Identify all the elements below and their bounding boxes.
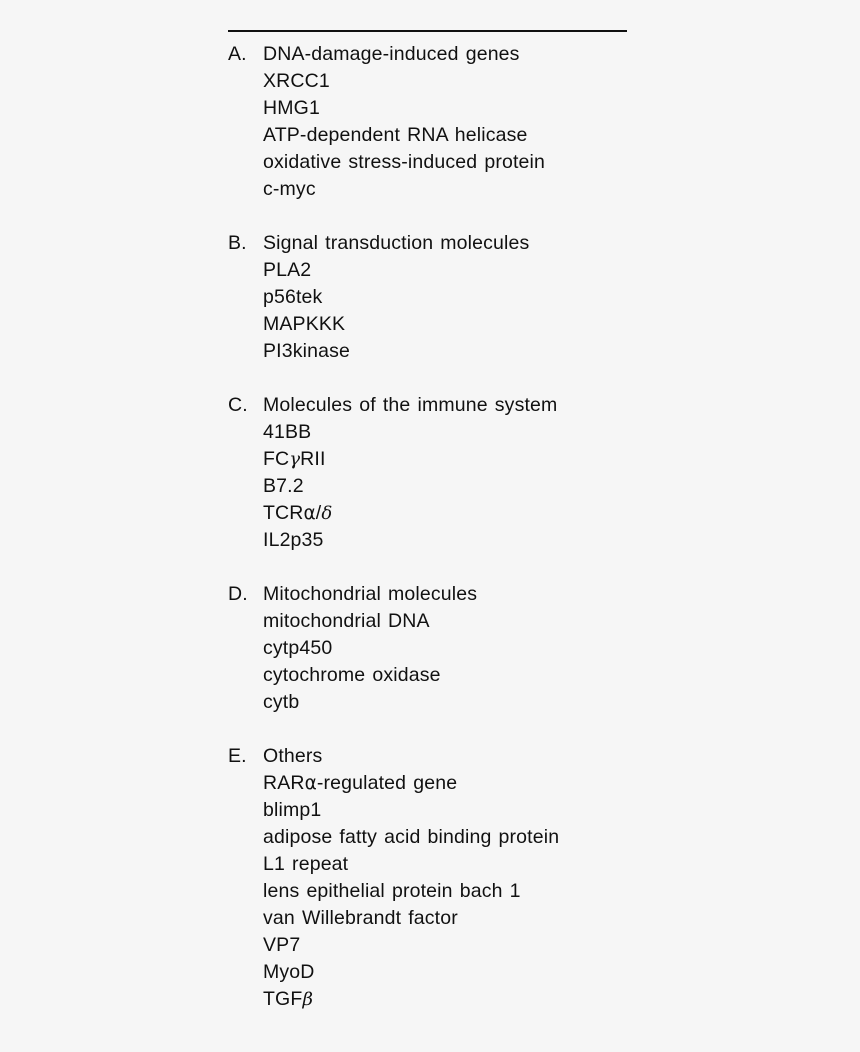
list-item: PI3kinase <box>263 340 350 362</box>
section-c-items <box>228 419 648 554</box>
list-item: p56tek <box>263 286 323 308</box>
category-list <box>228 30 648 1013</box>
section-d-heading <box>228 581 648 608</box>
section-c <box>228 392 648 554</box>
greek-letter-glyph: α <box>304 773 317 794</box>
list-item: B7.2 <box>263 475 304 497</box>
list-item: MAPKKK <box>263 313 346 335</box>
list-item: adipose fatty acid binding protein <box>263 826 560 848</box>
list-item: TGFβ <box>263 988 313 1010</box>
section-c-letter: C. <box>228 394 248 416</box>
section-e <box>228 743 648 1013</box>
section-b-title: Signal transduction molecules <box>263 232 530 254</box>
section-e-heading <box>228 743 648 770</box>
list-item: van Willebrandt factor <box>263 907 458 929</box>
section-a <box>228 41 648 203</box>
list-item: RARα-regulated gene <box>263 772 458 794</box>
section-e-items <box>228 770 648 1013</box>
list-item: lens epithelial protein bach 1 <box>263 880 521 902</box>
section-b-letter: B. <box>228 232 247 254</box>
section-d <box>228 581 648 716</box>
list-item: L1 repeat <box>263 853 349 875</box>
list-item: 41BB <box>263 421 312 443</box>
list-item: PLA2 <box>263 259 312 281</box>
section-b <box>228 230 648 365</box>
section-d-title: Mitochondrial molecules <box>263 583 478 605</box>
section-d-letter: D. <box>228 583 248 605</box>
section-e-letter: E. <box>228 745 247 767</box>
section-b-items <box>228 257 648 365</box>
list-item: IL2p35 <box>263 529 324 551</box>
section-a-items <box>228 68 648 203</box>
list-item: oxidative stress-induced protein <box>263 151 546 173</box>
section-e-title: Others <box>263 745 323 767</box>
list-item: ATP-dependent RNA helicase <box>263 124 528 146</box>
section-a-letter: A. <box>228 43 247 65</box>
list-item: FCγRII <box>263 448 326 470</box>
list-item: mitochondrial DNA <box>263 610 430 632</box>
section-c-title: Molecules of the immune system <box>263 394 558 416</box>
section-b-heading <box>228 230 648 257</box>
list-item: cytp450 <box>263 637 333 659</box>
section-c-heading <box>228 392 648 419</box>
greek-letter-glyph: γ <box>289 449 301 470</box>
top-horizontal-rule <box>228 30 627 32</box>
list-item: c-myc <box>263 178 316 200</box>
list-item: MyoD <box>263 961 315 983</box>
list-item: blimp1 <box>263 799 322 821</box>
greek-letter-glyph: δ <box>321 503 333 524</box>
list-item: XRCC1 <box>263 70 330 92</box>
list-item: VP7 <box>263 934 301 956</box>
list-item: TCRα/δ <box>263 502 333 524</box>
section-a-title: DNA-damage-induced genes <box>263 43 520 65</box>
list-item: cytochrome oxidase <box>263 664 441 686</box>
section-a-heading <box>228 41 648 68</box>
greek-letter-glyph: α <box>303 503 316 524</box>
section-d-items <box>228 608 648 716</box>
list-item: cytb <box>263 691 300 713</box>
list-item: HMG1 <box>263 97 320 119</box>
greek-letter-glyph: β <box>302 989 313 1010</box>
